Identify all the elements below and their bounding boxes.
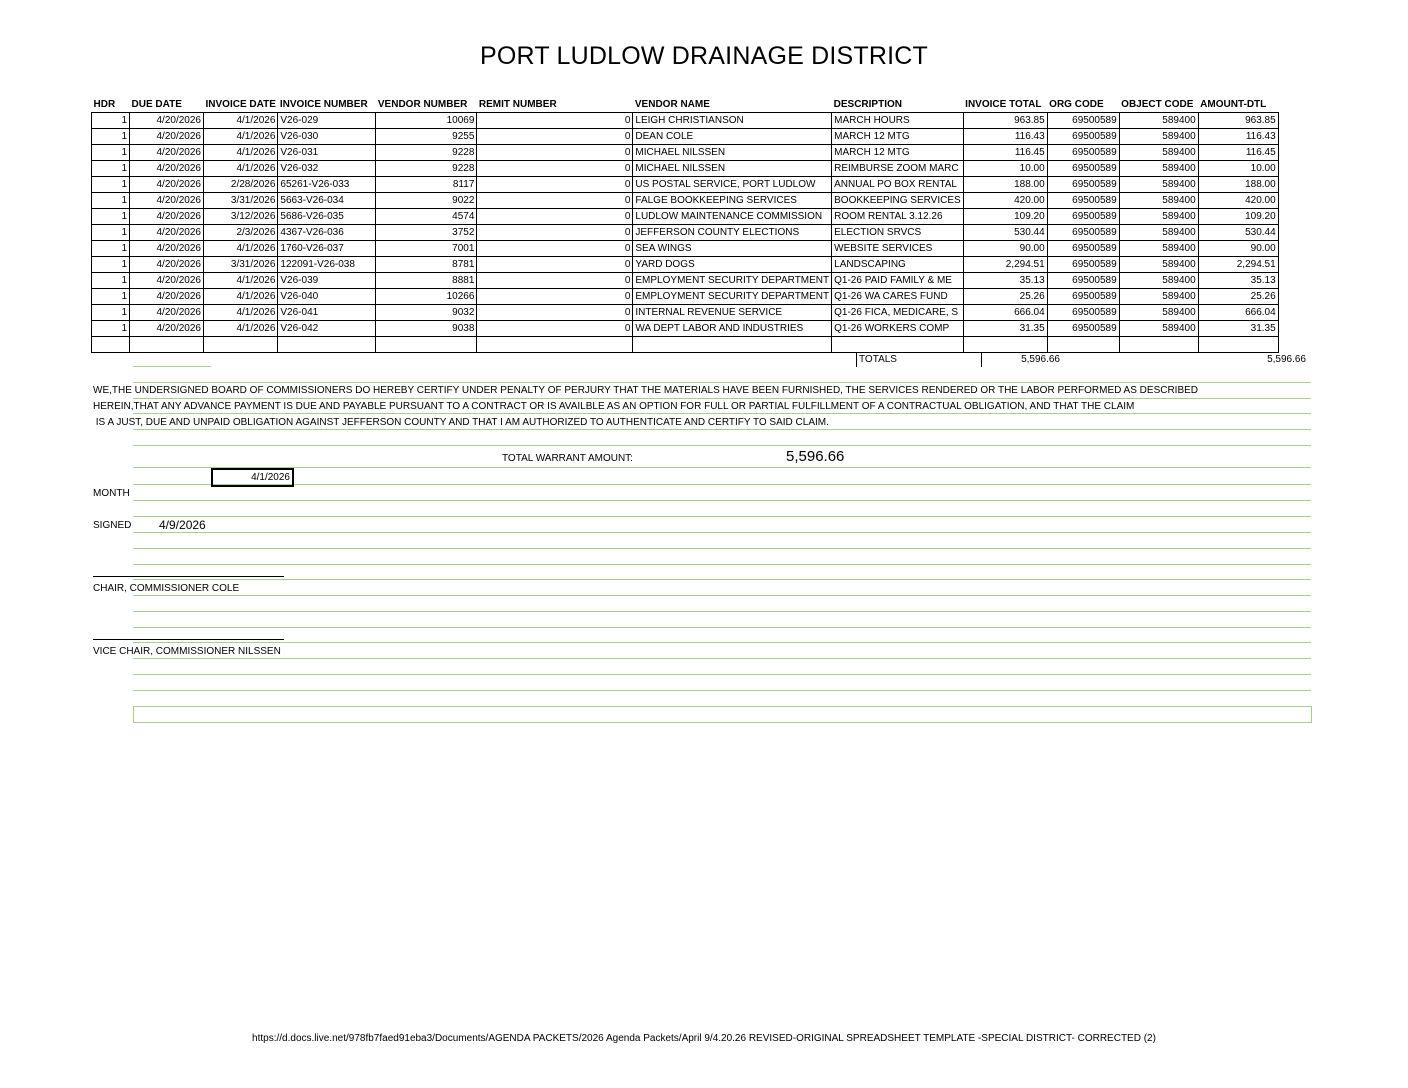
- cell-vendor-number[interactable]: 10266: [376, 289, 477, 305]
- warrant-amount: 5,596.66: [786, 448, 845, 465]
- table-row: [92, 193, 1279, 209]
- cell-invoice-date[interactable]: 4/1/2026: [204, 305, 278, 321]
- cell-remit-number[interactable]: 0: [477, 241, 633, 257]
- table-row: [92, 305, 1279, 321]
- cell-due-date[interactable]: 4/20/2026: [130, 193, 204, 209]
- cell-invoice-total[interactable]: 420.00: [963, 193, 1047, 209]
- table-row: [92, 145, 1279, 161]
- cell-invoice-date[interactable]: 3/31/2026: [204, 257, 278, 273]
- cell-vendor-name[interactable]: EMPLOYMENT SECURITY DEPARTMENT: [633, 273, 832, 289]
- cell-remit-number[interactable]: 0: [477, 177, 633, 193]
- empty-cell[interactable]: [477, 337, 633, 353]
- cell-hdr[interactable]: 1: [92, 193, 130, 209]
- cell-description[interactable]: BOOKKEEPING SERVICES: [832, 193, 964, 209]
- cell-invoice-date[interactable]: 4/1/2026: [204, 113, 278, 129]
- cell-invoice-number[interactable]: V26-029: [278, 113, 376, 129]
- grid-line: [133, 595, 1311, 596]
- cell-due-date[interactable]: 4/20/2026: [130, 305, 204, 321]
- cell-description[interactable]: REIMBURSE ZOOM MARC: [832, 161, 964, 177]
- cell-vendor-number[interactable]: 9228: [376, 161, 477, 177]
- cell-amount-dtl[interactable]: 666.04: [1198, 305, 1278, 321]
- empty-cell[interactable]: [1119, 337, 1198, 353]
- cell-vendor-number[interactable]: 3752: [376, 225, 477, 241]
- grid-line: [133, 579, 1311, 580]
- cell-org-code[interactable]: 69500589: [1047, 113, 1119, 129]
- cell-amount-dtl[interactable]: 25.26: [1198, 289, 1278, 305]
- empty-cell[interactable]: [92, 337, 130, 353]
- vice-chair-signature-line: [93, 639, 284, 640]
- table-row: [92, 161, 1279, 177]
- cell-remit-number[interactable]: 0: [477, 305, 633, 321]
- cell-invoice-number[interactable]: V26-032: [278, 161, 376, 177]
- cell-amount-dtl[interactable]: 109.20: [1198, 209, 1278, 225]
- cell-invoice-date[interactable]: 4/1/2026: [204, 241, 278, 257]
- cell-invoice-total[interactable]: 10.00: [963, 161, 1047, 177]
- cell-invoice-total[interactable]: 963.85: [963, 113, 1047, 129]
- cell-hdr[interactable]: 1: [92, 289, 130, 305]
- table-row: [92, 129, 1279, 145]
- cell-org-code[interactable]: 69500589: [1047, 241, 1119, 257]
- cell-invoice-date[interactable]: 2/3/2026: [204, 225, 278, 241]
- empty-cell[interactable]: [633, 337, 832, 353]
- grid-line: [133, 429, 1311, 430]
- cell-vendor-name[interactable]: WA DEPT LABOR AND INDUSTRIES: [633, 321, 832, 337]
- column-header: INVOICE DATE: [204, 97, 278, 113]
- cell-remit-number[interactable]: 0: [477, 289, 633, 305]
- cell-remit-number[interactable]: 0: [477, 193, 633, 209]
- cell-invoice-total[interactable]: 188.00: [963, 177, 1047, 193]
- cell-hdr[interactable]: 1: [92, 145, 130, 161]
- cell-description[interactable]: LANDSCAPING: [832, 257, 964, 273]
- cell-invoice-total[interactable]: 90.00: [963, 241, 1047, 257]
- cell-vendor-name[interactable]: US POSTAL SERVICE, PORT LUDLOW: [633, 177, 832, 193]
- cell-description[interactable]: WEBSITE SERVICES: [832, 241, 964, 257]
- cell-remit-number[interactable]: 0: [477, 257, 633, 273]
- cell-vendor-number[interactable]: 8881: [376, 273, 477, 289]
- cell-remit-number[interactable]: 0: [477, 321, 633, 337]
- cell-object-code[interactable]: 589400: [1119, 305, 1198, 321]
- column-header: OBJECT CODE: [1119, 97, 1198, 113]
- cell-description[interactable]: ANNUAL PO BOX RENTAL: [832, 177, 964, 193]
- table-row: [92, 225, 1279, 241]
- cell-amount-dtl[interactable]: 10.00: [1198, 161, 1278, 177]
- selected-cell-range: [133, 706, 1312, 723]
- cell-hdr[interactable]: 1: [92, 177, 130, 193]
- empty-cell[interactable]: [130, 337, 204, 353]
- table-row: [92, 177, 1279, 193]
- cell-vendor-number[interactable]: 10069: [376, 113, 477, 129]
- cell-vendor-number[interactable]: 4574: [376, 209, 477, 225]
- table-row: [92, 289, 1279, 305]
- empty-cell[interactable]: [278, 337, 376, 353]
- cell-object-code[interactable]: 589400: [1119, 321, 1198, 337]
- cell-hdr[interactable]: 1: [92, 305, 130, 321]
- cell-org-code[interactable]: 69500589: [1047, 129, 1119, 145]
- cell-hdr[interactable]: 1: [92, 257, 130, 273]
- cell-invoice-number[interactable]: 5663-V26-034: [278, 193, 376, 209]
- empty-cell[interactable]: [832, 337, 964, 353]
- cell-org-code[interactable]: 69500589: [1047, 193, 1119, 209]
- table-row: [92, 321, 1279, 337]
- cell-object-code[interactable]: 589400: [1119, 177, 1198, 193]
- cell-object-code[interactable]: 589400: [1119, 129, 1198, 145]
- cell-object-code[interactable]: 589400: [1119, 209, 1198, 225]
- cell-amount-dtl[interactable]: 116.43: [1198, 129, 1278, 145]
- cell-vendor-name[interactable]: EMPLOYMENT SECURITY DEPARTMENT: [633, 289, 832, 305]
- grid-line: [133, 548, 1311, 549]
- cell-description[interactable]: Q1-26 PAID FAMILY & ME: [832, 273, 964, 289]
- empty-cell[interactable]: [204, 337, 278, 353]
- certification-line-3: IS A JUST, DUE AND UNPAID OBLIGATION AGAINST JEFFERSON COUNTY AND THAT I AM AUTHORIZED TO AUTHENTICATE AND CERTIFY TO SAID CLAIM.: [93, 417, 829, 428]
- cell-invoice-total[interactable]: 666.04: [963, 305, 1047, 321]
- cell-org-code[interactable]: 69500589: [1047, 161, 1119, 177]
- cell-object-code[interactable]: 589400: [1119, 145, 1198, 161]
- chair-label: CHAIR, COMMISSIONER COLE: [93, 583, 240, 594]
- cell-object-code[interactable]: 589400: [1119, 161, 1198, 177]
- grid-line: [133, 516, 1311, 517]
- cell-invoice-number[interactable]: V26-042: [278, 321, 376, 337]
- cell-invoice-number[interactable]: 1760-V26-037: [278, 241, 376, 257]
- cell-hdr[interactable]: 1: [92, 273, 130, 289]
- invoice-table: [91, 97, 1279, 353]
- grid-line: [133, 532, 1311, 533]
- empty-cell[interactable]: [1198, 337, 1278, 353]
- cell-org-code[interactable]: 69500589: [1047, 209, 1119, 225]
- column-header: INVOICE TOTAL: [963, 97, 1047, 113]
- cell-amount-dtl[interactable]: 963.85: [1198, 113, 1278, 129]
- cell-invoice-total[interactable]: 35.13: [963, 273, 1047, 289]
- cell-vendor-name[interactable]: FALGE BOOKKEEPING SERVICES: [633, 193, 832, 209]
- cell-hdr[interactable]: 1: [92, 225, 130, 241]
- cell-org-code[interactable]: 69500589: [1047, 257, 1119, 273]
- certification-line-2: HEREIN,THAT ANY ADVANCE PAYMENT IS DUE AND PAYABLE PURSUANT TO A CONTRACT OR IS AVAILBLE AS AN OPTION FOR FULL OR PARTIAL FULFILLMENT OF A CONTRACTUAL OBLIGATION, AND THAT THE CLAIM: [93, 401, 1135, 412]
- cell-invoice-date[interactable]: 4/1/2026: [204, 273, 278, 289]
- cell-vendor-number[interactable]: 7001: [376, 241, 477, 257]
- totals-invoice-total: 5,596.66: [1021, 354, 1060, 365]
- cell-vendor-name[interactable]: YARD DOGS: [633, 257, 832, 273]
- cell-invoice-date[interactable]: 4/1/2026: [204, 145, 278, 161]
- cell-vendor-number[interactable]: 9255: [376, 129, 477, 145]
- column-header: DUE DATE: [130, 97, 204, 113]
- cell-org-code[interactable]: 69500589: [1047, 145, 1119, 161]
- page-title: PORT LUDLOW DRAINAGE DISTRICT: [480, 42, 928, 70]
- column-header: HDR: [92, 97, 130, 113]
- signed-date: 4/9/2026: [159, 518, 206, 532]
- cell-amount-dtl[interactable]: 31.35: [1198, 321, 1278, 337]
- grid-line: [133, 690, 1311, 691]
- cell-due-date[interactable]: 4/20/2026: [130, 161, 204, 177]
- grid-line: [133, 445, 1311, 446]
- cell-due-date[interactable]: 4/20/2026: [130, 273, 204, 289]
- column-header: AMOUNT-DTL: [1198, 97, 1278, 113]
- cell-org-code[interactable]: 69500589: [1047, 225, 1119, 241]
- cell-object-code[interactable]: 589400: [1119, 193, 1198, 209]
- cell-invoice-date[interactable]: 3/31/2026: [204, 193, 278, 209]
- cell-due-date[interactable]: 4/20/2026: [130, 241, 204, 257]
- cell-invoice-total[interactable]: 116.43: [963, 129, 1047, 145]
- column-header: VENDOR NAME: [633, 97, 832, 113]
- cell-description[interactable]: Q1-26 FICA, MEDICARE, S: [832, 305, 964, 321]
- cell-description[interactable]: ROOM RENTAL 3.12.26: [832, 209, 964, 225]
- signed-label: SIGNED: [93, 520, 132, 531]
- cell-due-date[interactable]: 4/20/2026: [130, 225, 204, 241]
- footer-url: https://d.docs.live.net/978fb7faed91eba3/Documents/AGENDA PACKETS/2026 Agenda Packets/April 9/4.20.26 REVISED-ORIGINAL SPREADSHEET TEMPLATE -SPECIAL DISTRICT- CORRECTED (2): [252, 1033, 1156, 1044]
- cell-remit-number[interactable]: 0: [477, 273, 633, 289]
- month-date-cell[interactable]: 4/1/2026: [211, 468, 294, 487]
- table-row: [92, 257, 1279, 273]
- cell-invoice-number[interactable]: 65261-V26-033: [278, 177, 376, 193]
- cell-description[interactable]: Q1-26 WORKERS COMP: [832, 321, 964, 337]
- grid-line: [133, 627, 1311, 628]
- grid-line: [133, 500, 1311, 501]
- cell-invoice-total[interactable]: 530.44: [963, 225, 1047, 241]
- column-header: DESCRIPTION: [832, 97, 964, 113]
- cell-amount-dtl[interactable]: 35.13: [1198, 273, 1278, 289]
- cell-vendor-name[interactable]: LUDLOW MAINTENANCE COMMISSION: [633, 209, 832, 225]
- cell-invoice-number[interactable]: V26-030: [278, 129, 376, 145]
- cell-invoice-total[interactable]: 31.35: [963, 321, 1047, 337]
- cell-due-date[interactable]: 4/20/2026: [130, 321, 204, 337]
- grid-line: [133, 658, 1311, 659]
- cell-vendor-number[interactable]: 9038: [376, 321, 477, 337]
- cell-org-code[interactable]: 69500589: [1047, 321, 1119, 337]
- cell-amount-dtl[interactable]: 188.00: [1198, 177, 1278, 193]
- certification-line-1: WE,THE UNDERSIGNED BOARD OF COMMISSIONERS DO HEREBY CERTIFY UNDER PENALTY OF PERJURY THAT THE MATERIALS HAVE BEEN FURNISHED, THE SERVICES RENDERED OR THE LABOR PERFORMED AS DESCRIBED: [93, 385, 1199, 396]
- grid-line: [133, 611, 1311, 612]
- empty-cell[interactable]: [376, 337, 477, 353]
- cell-remit-number[interactable]: 0: [477, 129, 633, 145]
- cell-amount-dtl[interactable]: 2,294.51: [1198, 257, 1278, 273]
- cell-vendor-name[interactable]: JEFFERSON COUNTY ELECTIONS: [633, 225, 832, 241]
- cell-invoice-number[interactable]: V26-031: [278, 145, 376, 161]
- cell-description[interactable]: MARCH 12 MTG: [832, 129, 964, 145]
- grid-line: [133, 366, 211, 367]
- cell-vendor-name[interactable]: LEIGH CHRISTIANSON: [633, 113, 832, 129]
- cell-invoice-date[interactable]: 2/28/2026: [204, 177, 278, 193]
- empty-table-row: [92, 337, 1279, 353]
- cell-org-code[interactable]: 69500589: [1047, 305, 1119, 321]
- column-header: INVOICE NUMBER: [278, 97, 376, 113]
- cell-object-code[interactable]: 589400: [1119, 241, 1198, 257]
- cell-description[interactable]: ELECTION SRVCS: [832, 225, 964, 241]
- cell-org-code[interactable]: 69500589: [1047, 177, 1119, 193]
- table-row: [92, 241, 1279, 257]
- cell-remit-number[interactable]: 0: [477, 209, 633, 225]
- cell-remit-number[interactable]: 0: [477, 145, 633, 161]
- vice-chair-label: VICE CHAIR, COMMISSIONER NILSSEN: [93, 646, 281, 657]
- cell-due-date[interactable]: 4/20/2026: [130, 209, 204, 225]
- cell-invoice-total[interactable]: 116.45: [963, 145, 1047, 161]
- cell-invoice-number[interactable]: V26-041: [278, 305, 376, 321]
- cell-invoice-date[interactable]: 4/1/2026: [204, 289, 278, 305]
- cell-invoice-date[interactable]: 4/1/2026: [204, 129, 278, 145]
- cell-vendor-number[interactable]: 9022: [376, 193, 477, 209]
- cell-due-date[interactable]: 4/20/2026: [130, 113, 204, 129]
- cell-object-code[interactable]: 589400: [1119, 113, 1198, 129]
- cell-hdr[interactable]: 1: [92, 321, 130, 337]
- cell-due-date[interactable]: 4/20/2026: [130, 129, 204, 145]
- grid-line: [133, 382, 1311, 383]
- month-label: MONTH: [93, 488, 130, 499]
- cell-invoice-date[interactable]: 4/1/2026: [204, 161, 278, 177]
- column-header: VENDOR NUMBER: [376, 97, 477, 113]
- empty-cell[interactable]: [1047, 337, 1119, 353]
- grid-line: [133, 484, 1311, 485]
- cell-vendor-number[interactable]: 8781: [376, 257, 477, 273]
- cell-invoice-number[interactable]: V26-040: [278, 289, 376, 305]
- cell-invoice-date[interactable]: 4/1/2026: [204, 321, 278, 337]
- cell-description[interactable]: MARCH 12 MTG: [832, 145, 964, 161]
- cell-remit-number[interactable]: 0: [477, 113, 633, 129]
- grid-line: [133, 564, 1311, 565]
- cell-amount-dtl[interactable]: 116.45: [1198, 145, 1278, 161]
- cell-invoice-date[interactable]: 3/12/2026: [204, 209, 278, 225]
- cell-vendor-number[interactable]: 9032: [376, 305, 477, 321]
- table-header-row: [92, 97, 1279, 113]
- table-row: [92, 209, 1279, 225]
- cell-org-code[interactable]: 69500589: [1047, 273, 1119, 289]
- grid-line: [133, 398, 1311, 399]
- cell-org-code[interactable]: 69500589: [1047, 289, 1119, 305]
- totals-label: TOTALS: [856, 352, 982, 367]
- grid-line: [133, 674, 1311, 675]
- cell-invoice-number[interactable]: 4367-V26-036: [278, 225, 376, 241]
- cell-vendor-number[interactable]: 9228: [376, 145, 477, 161]
- totals-amount-dtl: 5,596.66: [1267, 354, 1306, 365]
- cell-hdr[interactable]: 1: [92, 209, 130, 225]
- cell-vendor-name[interactable]: DEAN COLE: [633, 129, 832, 145]
- grid-line: [133, 467, 1311, 468]
- cell-hdr[interactable]: 1: [92, 113, 130, 129]
- cell-hdr[interactable]: 1: [92, 161, 130, 177]
- cell-vendor-name[interactable]: INTERNAL REVENUE SERVICE: [633, 305, 832, 321]
- cell-vendor-number[interactable]: 8117: [376, 177, 477, 193]
- chair-signature-line: [93, 576, 284, 577]
- cell-invoice-total[interactable]: 2,294.51: [963, 257, 1047, 273]
- cell-invoice-number[interactable]: 122091-V26-038: [278, 257, 376, 273]
- cell-invoice-number[interactable]: 5686-V26-035: [278, 209, 376, 225]
- cell-description[interactable]: MARCH HOURS: [832, 113, 964, 129]
- cell-remit-number[interactable]: 0: [477, 161, 633, 177]
- cell-object-code[interactable]: 589400: [1119, 225, 1198, 241]
- cell-object-code[interactable]: 589400: [1119, 289, 1198, 305]
- cell-object-code[interactable]: 589400: [1119, 257, 1198, 273]
- table-row: [92, 113, 1279, 129]
- cell-vendor-name[interactable]: MICHAEL NILSSEN: [633, 145, 832, 161]
- cell-description[interactable]: Q1-26 WA CARES FUND: [832, 289, 964, 305]
- grid-line: [133, 413, 1311, 414]
- empty-cell[interactable]: [963, 337, 1047, 353]
- cell-due-date[interactable]: 4/20/2026: [130, 257, 204, 273]
- column-header: ORG CODE: [1047, 97, 1119, 113]
- column-header: REMIT NUMBER: [477, 97, 633, 113]
- table-row: [92, 273, 1279, 289]
- cell-invoice-number[interactable]: V26-039: [278, 273, 376, 289]
- cell-invoice-total[interactable]: 109.20: [963, 209, 1047, 225]
- cell-due-date[interactable]: 4/20/2026: [130, 289, 204, 305]
- cell-amount-dtl[interactable]: 530.44: [1198, 225, 1278, 241]
- cell-due-date[interactable]: 4/20/2026: [130, 177, 204, 193]
- cell-vendor-name[interactable]: SEA WINGS: [633, 241, 832, 257]
- cell-amount-dtl[interactable]: 420.00: [1198, 193, 1278, 209]
- cell-due-date[interactable]: 4/20/2026: [130, 145, 204, 161]
- grid-line: [133, 642, 1311, 643]
- cell-vendor-name[interactable]: MICHAEL NILSSEN: [633, 161, 832, 177]
- cell-amount-dtl[interactable]: 90.00: [1198, 241, 1278, 257]
- warrant-label: TOTAL WARRANT AMOUNT:: [502, 453, 633, 464]
- cell-invoice-total[interactable]: 25.26: [963, 289, 1047, 305]
- cell-hdr[interactable]: 1: [92, 129, 130, 145]
- cell-hdr[interactable]: 1: [92, 241, 130, 257]
- cell-remit-number[interactable]: 0: [477, 225, 633, 241]
- cell-object-code[interactable]: 589400: [1119, 273, 1198, 289]
